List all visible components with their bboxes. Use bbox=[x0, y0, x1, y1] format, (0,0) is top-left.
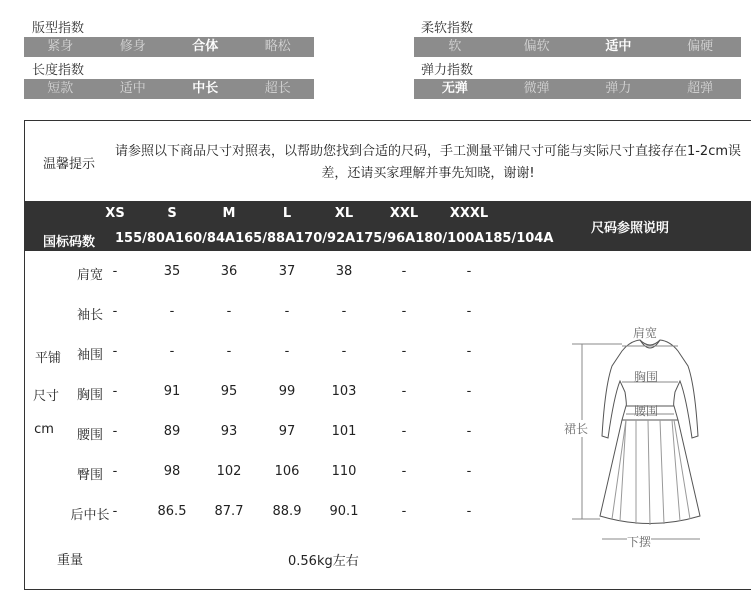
size-cell: 35 bbox=[163, 264, 181, 279]
size-col-header: XXL bbox=[389, 206, 419, 221]
size-cell: - bbox=[284, 344, 290, 359]
size-cell: - bbox=[466, 304, 472, 319]
elasticity-option: 超弹 bbox=[687, 81, 714, 96]
size-cell: - bbox=[401, 504, 407, 519]
size-cell: - bbox=[341, 344, 347, 359]
size-cell: 99 bbox=[278, 384, 296, 399]
size-cell: - bbox=[341, 304, 347, 319]
length-option: 适中 bbox=[119, 81, 146, 96]
std-code: 165/88A bbox=[235, 231, 296, 246]
std-code: 160/84A bbox=[175, 231, 236, 246]
group-label-1: 平铺 bbox=[34, 351, 61, 366]
size-cell: 88.9 bbox=[272, 504, 302, 519]
size-cell: - bbox=[466, 384, 472, 399]
group-label-2: 尺寸 bbox=[32, 389, 59, 404]
size-header bbox=[25, 201, 751, 251]
size-cell: - bbox=[112, 384, 118, 399]
hint-label: 温馨提示 bbox=[43, 157, 96, 172]
size-cell: - bbox=[169, 344, 175, 359]
weight-value: 0.56kg左右 bbox=[288, 554, 359, 569]
length-option-active: 中长 bbox=[192, 81, 219, 96]
size-cell: 89 bbox=[163, 424, 181, 439]
size-cell: 90.1 bbox=[329, 504, 359, 519]
row-label: 胸围 bbox=[76, 388, 103, 403]
dress-illustration bbox=[560, 326, 740, 556]
fit-option: 略松 bbox=[264, 39, 291, 54]
softness-option-active: 适中 bbox=[605, 39, 632, 54]
size-col-header: XS bbox=[105, 206, 125, 221]
weight-label: 重量 bbox=[57, 553, 84, 568]
diagram-length-label: 裙长 bbox=[564, 422, 589, 436]
size-col-header: L bbox=[282, 206, 292, 221]
size-cell: 103 bbox=[331, 384, 357, 399]
size-col-header: M bbox=[222, 206, 236, 221]
row-label: 后中长 bbox=[70, 508, 110, 523]
diagram-hem-label: 下摆 bbox=[627, 535, 652, 549]
length-index-title: 长度指数 bbox=[32, 63, 85, 78]
std-code: 185/104A bbox=[484, 231, 554, 246]
diagram-shoulder-label: 肩宽 bbox=[633, 326, 658, 340]
length-index-bar bbox=[24, 79, 314, 99]
row-label: 袖围 bbox=[76, 348, 103, 363]
length-option: 超长 bbox=[264, 81, 291, 96]
size-chart bbox=[24, 120, 751, 590]
size-cell: - bbox=[112, 304, 118, 319]
softness-index-bar bbox=[414, 37, 741, 57]
size-col-header: XXXL bbox=[449, 206, 489, 221]
std-code: 155/80A bbox=[115, 231, 176, 246]
size-cell: 86.5 bbox=[157, 504, 187, 519]
row-label: 肩宽 bbox=[76, 268, 103, 283]
size-cell: 93 bbox=[220, 424, 238, 439]
fit-option: 修身 bbox=[119, 39, 146, 54]
size-cell: - bbox=[466, 264, 472, 279]
size-cell: - bbox=[112, 264, 118, 279]
diagram-waist-label: 腰围 bbox=[634, 404, 659, 418]
size-cell: 102 bbox=[216, 464, 242, 479]
std-codes-row bbox=[115, 231, 553, 246]
diagram-chest-label: 胸围 bbox=[634, 370, 659, 384]
size-cell: - bbox=[401, 384, 407, 399]
size-cell: - bbox=[466, 464, 472, 479]
size-cell: 91 bbox=[163, 384, 181, 399]
size-cell: - bbox=[169, 304, 175, 319]
size-cell: 97 bbox=[278, 424, 296, 439]
size-cell: - bbox=[401, 264, 407, 279]
row-label: 臀围 bbox=[76, 468, 103, 483]
dress-diagram bbox=[560, 326, 740, 556]
elasticity-index-title: 弹力指数 bbox=[421, 63, 474, 78]
fit-option: 紧身 bbox=[47, 39, 74, 54]
size-cell: 38 bbox=[335, 264, 353, 279]
size-cell: 87.7 bbox=[214, 504, 244, 519]
size-cell: - bbox=[466, 504, 472, 519]
size-cell: - bbox=[466, 344, 472, 359]
size-cell: - bbox=[112, 344, 118, 359]
size-cell: - bbox=[112, 504, 118, 519]
softness-index-title: 柔软指数 bbox=[421, 21, 474, 36]
size-cell: - bbox=[112, 464, 118, 479]
size-cell: - bbox=[401, 344, 407, 359]
size-cell: - bbox=[284, 304, 290, 319]
softness-option: 偏软 bbox=[523, 39, 550, 54]
std-code: 180/100A bbox=[415, 231, 485, 246]
std-code: 175/96A bbox=[355, 231, 416, 246]
size-cell: - bbox=[466, 424, 472, 439]
size-cell: 106 bbox=[274, 464, 300, 479]
size-cell: 36 bbox=[220, 264, 238, 279]
elasticity-option-active: 无弹 bbox=[441, 81, 468, 96]
softness-option: 软 bbox=[448, 39, 462, 54]
size-col-header: XL bbox=[334, 206, 354, 221]
elasticity-option: 微弹 bbox=[523, 81, 550, 96]
fit-option-active: 合体 bbox=[192, 39, 219, 54]
row-label: 腰围 bbox=[76, 428, 103, 443]
fit-index-bar bbox=[24, 37, 314, 57]
std-size-label: 国标码数 bbox=[43, 235, 96, 250]
length-option: 短款 bbox=[47, 81, 74, 96]
std-code: 170/92A bbox=[295, 231, 356, 246]
size-cell: - bbox=[112, 424, 118, 439]
size-col-header: S bbox=[167, 206, 177, 221]
size-cell: - bbox=[401, 424, 407, 439]
elasticity-option: 弹力 bbox=[605, 81, 632, 96]
size-cell: 95 bbox=[220, 384, 238, 399]
row-label: 袖长 bbox=[76, 308, 103, 323]
size-cell: 110 bbox=[331, 464, 357, 479]
fit-index-title: 版型指数 bbox=[32, 21, 85, 36]
elasticity-index-bar bbox=[414, 79, 741, 99]
size-cell: 101 bbox=[331, 424, 357, 439]
size-cell: - bbox=[226, 344, 232, 359]
hint-line-1: 请参照以下商品尺寸对照表，以帮助您找到合适的尺码，手工测量平铺尺寸可能与实际尺寸直接存在1-2cm误 bbox=[114, 144, 742, 159]
size-cell: - bbox=[401, 304, 407, 319]
softness-option: 偏硬 bbox=[687, 39, 714, 54]
hint-text bbox=[113, 141, 743, 185]
size-cell: 98 bbox=[163, 464, 181, 479]
size-cell: - bbox=[226, 304, 232, 319]
group-label-3: cm bbox=[34, 422, 54, 437]
hint-line-2: 差，还请买家理解并事先知晓，谢谢! bbox=[321, 166, 535, 181]
size-cell: 37 bbox=[278, 264, 296, 279]
size-reference-label: 尺码参照说明 bbox=[591, 221, 670, 236]
size-cell: - bbox=[401, 464, 407, 479]
